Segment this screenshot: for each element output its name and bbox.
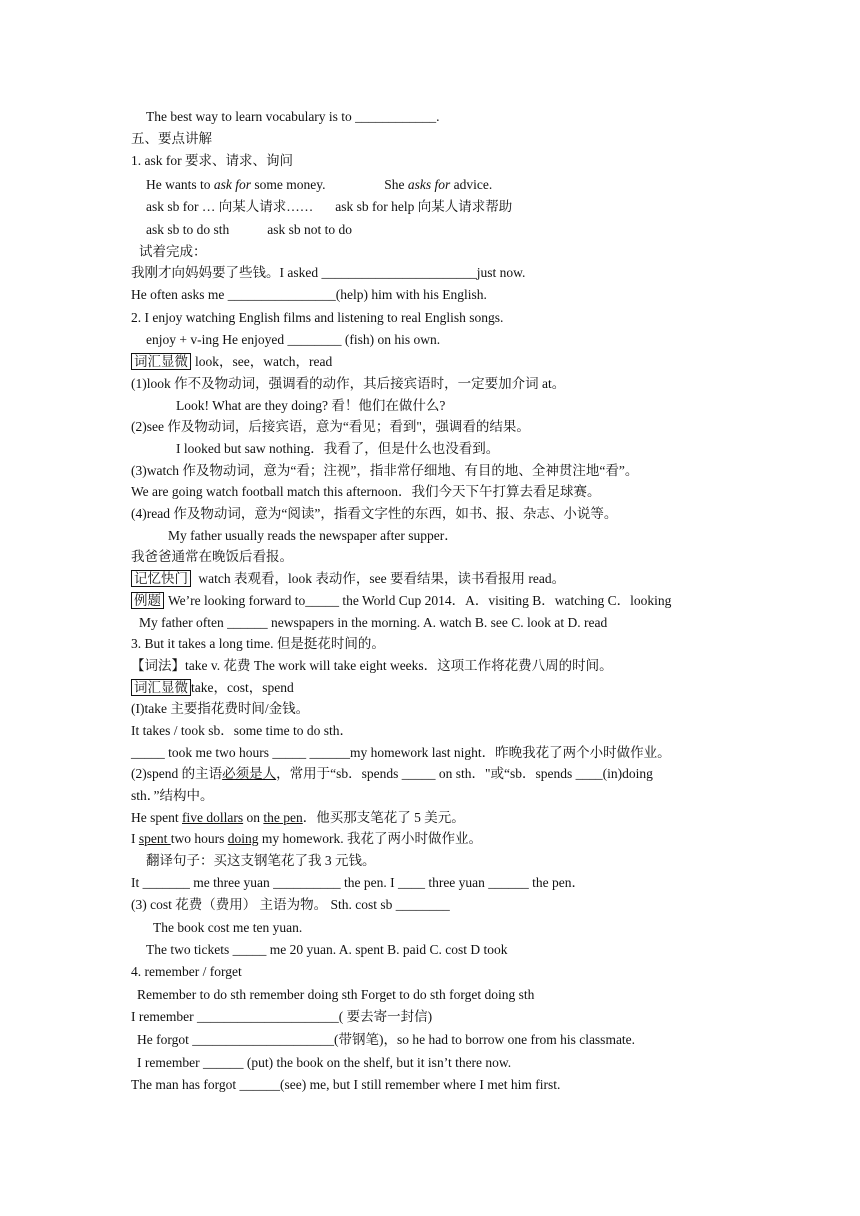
text: ．他买那支笔花了 5 美元。 (302, 810, 465, 825)
point-heading: 3. But it takes a long time. 但是挺花时间的。 (131, 636, 385, 651)
underlined-text: spent (138, 831, 171, 846)
text-line (131, 763, 653, 785)
example-line: We are going watch football match this afternoon．我们今天下午打算去看足球赛。 (131, 484, 601, 499)
example-line (131, 828, 482, 850)
text: my homework. 我花了两小时做作业。 (258, 831, 483, 846)
underlined-text: five dollars (182, 810, 244, 825)
text: ask sb to do sth (146, 222, 230, 237)
exercise-line: It _______ me three yuan __________ the pen. I ____ three yuan ______ the pen． (131, 875, 586, 890)
example-line: My father usually reads the newspaper after supper． (168, 528, 458, 543)
exercise-line: The man has forgot ______(see) me, but I still remember where I met him first. (131, 1077, 561, 1092)
text-line: The best way to learn vocabulary is to ____________. (146, 109, 440, 124)
exercise-line: 我刚才向妈妈要了些钱。I asked _______________________just now. (131, 265, 526, 280)
example-line: I looked but saw nothing．我看了，但是什么也没看到。 (176, 441, 500, 456)
example-line: Look! What are they doing? 看！他们在做什么? (176, 398, 446, 413)
text: ask sb for … 向某人请求…… (146, 199, 314, 214)
section-heading: 五、要点讲解 (131, 131, 212, 146)
example-line (131, 807, 465, 829)
text: He wants to (146, 177, 214, 192)
point-heading: 4. remember / forget (131, 964, 242, 979)
text-line: (1)look 作不及物动词，强调看的动作，其后接宾语时，一定要加介词 at。 (131, 376, 566, 391)
text: (2)spend 的主语 (131, 766, 223, 781)
text: I (131, 831, 139, 846)
exercise-line: He often asks me ________________(help) him with his English. (131, 287, 487, 302)
text-line: (3) cost 花费（费用） 主语为物。 Sth. cost sb ________ (131, 897, 450, 912)
underlined-text: 必须是人 (222, 766, 277, 781)
text: two hours (170, 831, 228, 846)
text: look，see，watch，read (195, 354, 333, 369)
text-line: 试着完成： (139, 244, 207, 259)
underlined-text: doing (227, 831, 259, 846)
text-line: sth．”结构中。 (131, 788, 214, 803)
text-line: 我爸爸通常在晚饭后看报。 (131, 549, 293, 564)
text: ask sb not to do (267, 222, 353, 237)
text-line: (I)take 主要指花费时间/金钱。 (131, 701, 310, 716)
text: She (384, 177, 408, 192)
text-line: It takes / took sb．some time to do sth． (131, 723, 353, 738)
text: watch 表观看，look 表动作，see 要看结果，读书看报用 read。 (195, 571, 566, 586)
emphasis: ask for (213, 177, 251, 192)
example-line: The book cost me ten yuan. (153, 920, 303, 935)
text-line (146, 219, 352, 241)
example-line (146, 174, 492, 196)
text-line: Remember to do sth remember doing sth Forget to do sth forget doing sth (137, 987, 535, 1002)
memory-line (131, 568, 565, 590)
text: advice. (450, 177, 493, 192)
exercise-line: The two tickets _____ me 20 yuan. A. spent B. paid C. cost D took (146, 942, 508, 957)
exercise-line: My father often ______ newspapers in the morning. A. watch B. see C. look at D. read (139, 615, 608, 630)
text-line: (4)read 作及物动词，意为“阅读”，指看文字性的东西，如书、报、杂志、小说等。 (131, 506, 618, 521)
exercise-line: He forgot _____________________(带钢笔)，so he had to borrow one from his classmate. (137, 1032, 636, 1047)
exercise-line (131, 590, 671, 612)
exercise-line: I remember ______ (put) the book on the shelf, but it isn’t there now. (137, 1055, 512, 1070)
text: on (243, 810, 264, 825)
text-line: (3)watch 作及物动词，意为“看；注视”，指非常仔细地、有目的地、全神贯注地“看”。 (131, 463, 639, 478)
text: take，cost，spend (191, 680, 294, 695)
text-line: enjoy + v-ing He enjoyed ________ (fish) on his own. (146, 332, 441, 347)
exercise-line: _____ took me two hours _____ ______my homework last night．昨晚我花了两个小时做作业。 (131, 745, 671, 760)
text-line: (2)see 作及物动词，后接宾语，意为“看见；看到"，强调看的结果。 (131, 419, 530, 434)
vocab-line (131, 351, 332, 373)
point-heading: 1. ask for 要求、请求、询问 (131, 153, 293, 168)
text: some money. (251, 177, 326, 192)
text-line: 翻译句子：买这支钢笔花了我 3 元钱。 (146, 853, 376, 868)
vocab-line (131, 677, 294, 699)
text: We’re looking forward to_____ the World Cup 2014．A．visiting B．watching C．looking (168, 593, 672, 608)
emphasis: asks for (407, 177, 451, 192)
label-box: 例题 (131, 592, 164, 609)
exercise-line: I remember _____________________( 要去寄一封信) (131, 1009, 433, 1024)
text: He spent (131, 810, 182, 825)
point-heading: 2. I enjoy watching English films and listening to real English songs. (131, 310, 504, 325)
text-line: 【词法】take v. 花费 The work will take eight weeks．这项工作将花费八周的时间。 (131, 658, 613, 673)
text: ，常用于“sb．spends _____ on sth．"或“sb．spends ____(in)doing (276, 766, 653, 781)
label-box: 词汇显微 (131, 679, 191, 696)
text-line (146, 196, 512, 218)
underlined-text: the pen (263, 810, 303, 825)
label-box: 词汇显微 (131, 353, 191, 370)
text: ask sb for help 向某人请求帮助 (335, 199, 513, 214)
label-box: 记忆快门 (131, 570, 191, 587)
